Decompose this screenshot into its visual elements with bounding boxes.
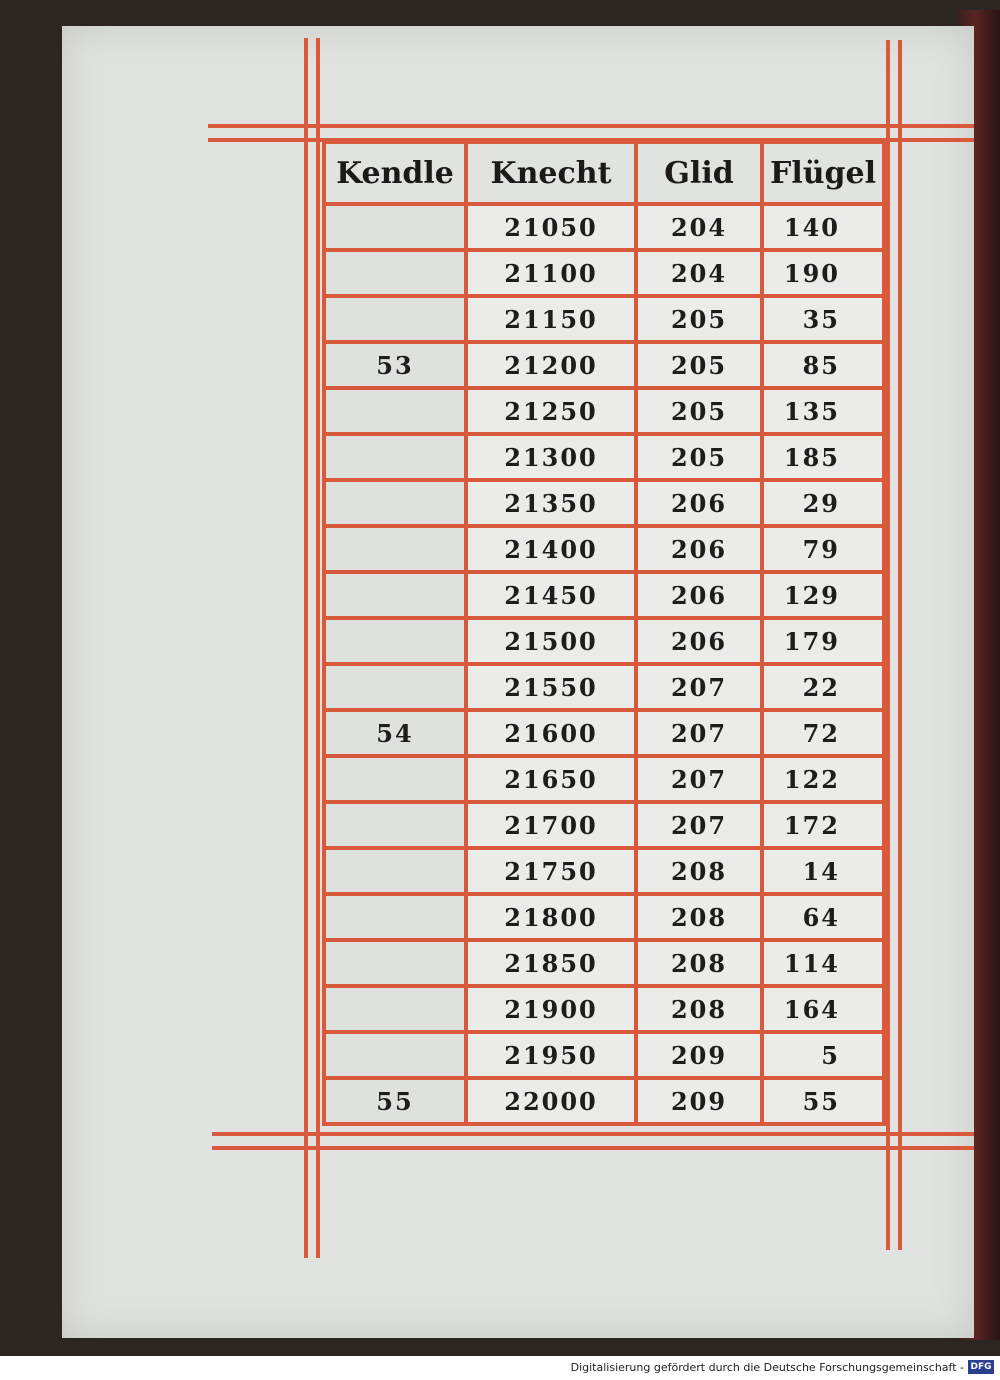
cell-glid: 205 [638,344,764,390]
table-row [322,850,886,896]
cell-glid: 207 [638,666,764,712]
cell-knecht: 21400 [468,528,638,574]
table-row [322,1034,886,1080]
cell-kendle: 54 [322,712,468,758]
cell-knecht: 21100 [468,252,638,298]
table-row [322,804,886,850]
cell-glid: 204 [638,252,764,298]
cell-knecht: 21350 [468,482,638,528]
header-kendle: Kendle [322,140,468,206]
cell-kendle [322,666,468,712]
table-row [322,1080,886,1126]
dfg-logo: DFG [968,1360,994,1374]
cell-kendle [322,804,468,850]
cell-glid: 209 [638,1034,764,1080]
cell-knecht: 21850 [468,942,638,988]
cell-kendle [322,942,468,988]
cell-fluegel: 122 [764,758,886,804]
table-row [322,666,886,712]
cell-fluegel: 14 [764,850,886,896]
cell-glid: 207 [638,712,764,758]
cell-glid: 205 [638,390,764,436]
cell-knecht: 21250 [468,390,638,436]
cell-kendle [322,1034,468,1080]
table-row [322,206,886,252]
cell-glid: 207 [638,804,764,850]
cell-fluegel: 135 [764,390,886,436]
cell-fluegel: 185 [764,436,886,482]
table-row [322,620,886,666]
table-row [322,758,886,804]
header-glid: Glid [638,140,764,206]
right-rule-inner [898,40,902,1250]
cell-kendle [322,436,468,482]
cell-fluegel: 29 [764,482,886,528]
bottom-rule-outer [212,1132,974,1136]
cell-fluegel: 179 [764,620,886,666]
cell-kendle [322,758,468,804]
cell-knecht: 21500 [468,620,638,666]
header-fluegel: Flügel [764,140,886,206]
cell-fluegel: 55 [764,1080,886,1126]
cell-knecht: 21800 [468,896,638,942]
cell-glid: 207 [638,758,764,804]
cell-glid: 208 [638,988,764,1034]
cell-fluegel: 5 [764,1034,886,1080]
footer-bar [0,1356,1000,1380]
cell-fluegel: 114 [764,942,886,988]
cell-glid: 204 [638,206,764,252]
cell-glid: 206 [638,620,764,666]
header-knecht: Knecht [468,140,638,206]
cell-fluegel: 64 [764,896,886,942]
cell-kendle [322,850,468,896]
cell-knecht: 21450 [468,574,638,620]
cell-glid: 209 [638,1080,764,1126]
table-row [322,298,886,344]
cell-fluegel: 79 [764,528,886,574]
cell-fluegel: 172 [764,804,886,850]
cell-glid: 208 [638,896,764,942]
cell-glid: 206 [638,528,764,574]
cell-kendle: 55 [322,1080,468,1126]
cell-kendle [322,528,468,574]
cell-knecht: 21600 [468,712,638,758]
table-row [322,712,886,758]
cell-fluegel: 22 [764,666,886,712]
table-row [322,390,886,436]
cell-kendle [322,988,468,1034]
table-row [322,988,886,1034]
cell-glid: 205 [638,436,764,482]
cell-knecht: 21300 [468,436,638,482]
cell-fluegel: 85 [764,344,886,390]
cell-knecht: 21750 [468,850,638,896]
kendle-table [322,140,886,1126]
cell-glid: 206 [638,574,764,620]
cell-knecht: 21900 [468,988,638,1034]
cell-knecht: 21200 [468,344,638,390]
table-row [322,942,886,988]
table-row [322,574,886,620]
left-rule-outer [304,38,308,1258]
cell-kendle [322,298,468,344]
cell-fluegel: 72 [764,712,886,758]
header-row [322,140,886,206]
cell-fluegel: 35 [764,298,886,344]
top-rule-outer [208,124,974,128]
table-row [322,344,886,390]
table-row [322,896,886,942]
table-row [322,436,886,482]
table-row [322,482,886,528]
cell-glid: 208 [638,850,764,896]
table-row [322,252,886,298]
cell-kendle [322,252,468,298]
cell-kendle [322,620,468,666]
cell-kendle [322,896,468,942]
cell-knecht: 21550 [468,666,638,712]
footer-credit: Digitalisierung gefördert durch die Deutsche Forschungsgemeinschaft - [570,1361,964,1374]
table-row [322,528,886,574]
cell-kendle [322,390,468,436]
cell-knecht: 21650 [468,758,638,804]
cell-knecht: 22000 [468,1080,638,1126]
cell-knecht: 21150 [468,298,638,344]
left-rule-inner [316,38,320,1258]
cell-kendle [322,482,468,528]
cell-knecht: 21700 [468,804,638,850]
cell-fluegel: 129 [764,574,886,620]
cell-glid: 208 [638,942,764,988]
cell-kendle [322,206,468,252]
cell-fluegel: 164 [764,988,886,1034]
table-body [322,206,886,1126]
cell-kendle [322,574,468,620]
cell-fluegel: 140 [764,206,886,252]
cell-knecht: 21950 [468,1034,638,1080]
right-rule-outer [886,40,890,1250]
cell-fluegel: 190 [764,252,886,298]
bottom-rule-inner [212,1146,974,1150]
cell-kendle: 53 [322,344,468,390]
cell-glid: 205 [638,298,764,344]
cell-glid: 206 [638,482,764,528]
cell-knecht: 21050 [468,206,638,252]
